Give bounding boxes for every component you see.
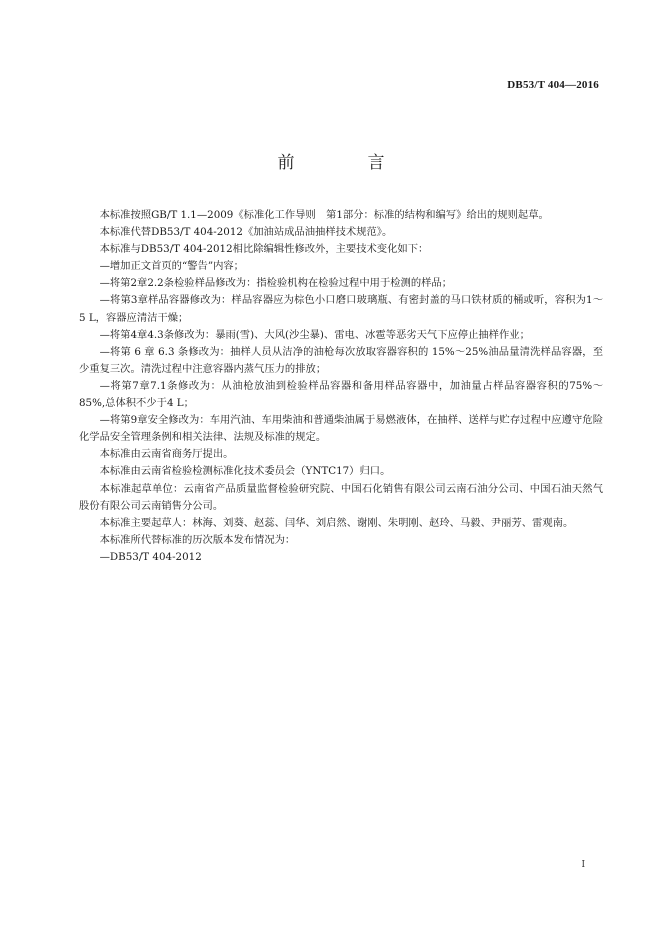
page-title: 前 言: [277, 153, 413, 173]
foreword-body: [79, 207, 603, 566]
paragraph: 本标准与DB53/T 404-2012相比除编辑性修改外，主要技术变化如下：: [99, 243, 429, 256]
paragraph: 本标准由云南省检验检测标准化技术委员会（YNTC17）归口。: [99, 465, 391, 478]
list-item: —将第4章4.3条修改为：暴雨(雪)、大风(沙尘暴)、雷电、冰雹等恶劣天气下应停止抽样作业；: [99, 328, 530, 341]
page-number: I: [581, 860, 585, 870]
list-item: —增加正文首页的“警告”内容；: [99, 260, 244, 273]
list-item: —将第2章2.2条检验样品修改为：指检验机构在检验过程中用于检测的样品；: [99, 277, 453, 290]
paragraph: 本标准所代替标准的历次版本发布情况为：: [99, 533, 296, 546]
paragraph: 本标准代替DB53/T 404-2012《加油站成品油抽样技术规范》。: [99, 226, 393, 239]
paragraph: 本标准由云南省商务厅提出。: [99, 448, 234, 461]
list-item: —将第7章7.1条修改为：从油枪放油到检验样品容器和备用样品容器中，加油量占样品容器容积的75%～85%,总体积不少于4 L；: [79, 379, 603, 410]
standard-code: DB53/T 404—2016: [507, 79, 599, 91]
list-item: —将第3章样品容器修改为：样品容器应为棕色小口磨口玻璃瓶、有密封盖的马口铁材质的桶或听，容积为1～5 L，容器应清洁干燥；: [79, 294, 603, 324]
paragraph: 本标准按照GB/T 1.1—2009《标准化工作导则 第1部分：标准的结构和编写》给出的规则起草。: [99, 209, 549, 221]
paragraph: 本标准主要起草人：林海、刘葵、赵蕊、闫华、刘启然、谢刚、朱明刚、赵玲、马毅、尹丽芳、雷观南。: [99, 516, 574, 529]
paragraph: 本标准起草单位：云南省产品质量监督检验研究院、中国石化销售有限公司云南石油分公司、中国石油天然气股份有限公司云南销售分公司。: [79, 482, 603, 512]
list-item: —将第 6 章 6.3 条修改为：抽样人员从洁净的油枪每次放取容器容积的 15%～25%油品量清洗样品容器，至少重复三次。清洗过程中注意容器内蒸气压力的排放；: [79, 345, 603, 375]
list-item: —DB53/T 404-2012: [99, 550, 202, 563]
list-item: —将第9章安全修改为：车用汽油、车用柴油和普通柴油属于易燃液体，在抽样、送样与贮存过程中应遵守危险化学品安全管理条例和相关法律、法规及标准的规定。: [79, 414, 603, 444]
